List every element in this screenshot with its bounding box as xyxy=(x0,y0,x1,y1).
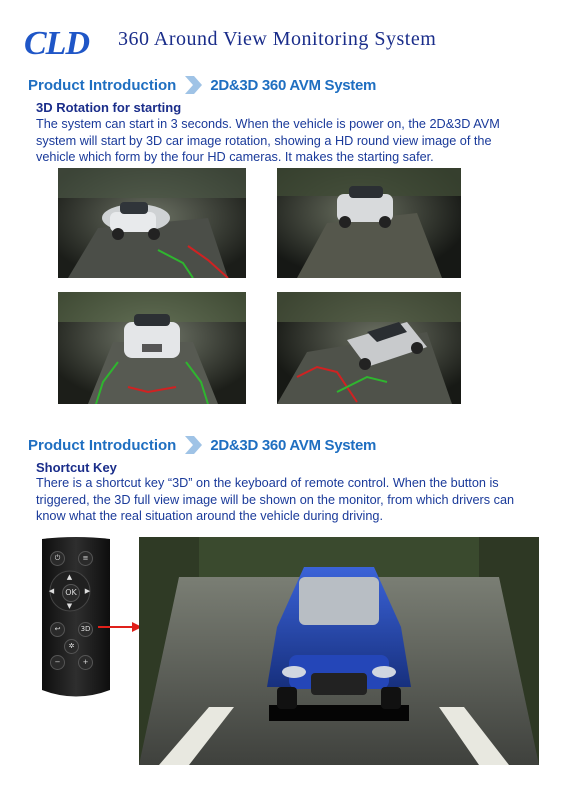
section-header-2 xyxy=(28,434,376,456)
back-icon[interactable]: ↩ xyxy=(50,622,65,637)
arrow-left-icon[interactable]: ◀ xyxy=(48,587,55,595)
ok-button[interactable]: OK xyxy=(62,584,80,602)
document-title: 360 Around View Monitoring System xyxy=(118,28,437,50)
plus-icon[interactable]: + xyxy=(78,655,93,670)
settings-icon[interactable]: ✲ xyxy=(64,639,79,654)
arrow-right-icon[interactable]: ▶ xyxy=(84,587,91,595)
avm-photo-2 xyxy=(277,168,461,278)
menu-icon[interactable]: ≡ xyxy=(78,551,93,566)
arrow-down-icon[interactable]: ▼ xyxy=(66,602,73,610)
avm-photo-1 xyxy=(58,168,246,278)
arrow-right-icon xyxy=(98,620,142,634)
3d-view-screen xyxy=(139,537,539,765)
section-label: Product Introduction xyxy=(28,76,177,94)
power-icon[interactable]: ⏻ xyxy=(50,551,65,566)
section-heading: 3D Rotation for starting xyxy=(36,100,182,115)
minus-icon[interactable]: − xyxy=(50,655,65,670)
chevron-right-icon xyxy=(182,74,204,96)
cld-logo xyxy=(22,24,100,60)
section-subtitle: 2D&3D 360 AVM System xyxy=(210,76,377,94)
section-header-1 xyxy=(28,74,376,96)
3d-button[interactable]: 3D xyxy=(78,622,93,637)
section-text: The system can start in 3 seconds. When the vehicle is power on, the 2D&3D AVM system will start by 3D car image rotation, showing a HD round view image of the vehicle which form by the four HD cameras. It makes the starting safer. xyxy=(36,117,500,164)
arrow-up-icon[interactable]: ▲ xyxy=(66,573,73,581)
avm-photo-4 xyxy=(277,292,461,404)
section-heading: Shortcut Key xyxy=(36,460,117,475)
logo-text: CLD xyxy=(24,25,89,60)
section-text: There is a shortcut key “3D” on the keyboard of remote control. When the button is triggered, the 3D full view image will be shown on the monitor, from which drivers can know what the real situation around the vehicle during driving. xyxy=(36,476,515,523)
section-subtitle: 2D&3D 360 AVM System xyxy=(210,436,377,454)
section-label: Product Introduction xyxy=(28,436,177,454)
chevron-right-icon xyxy=(182,434,204,456)
remote-control xyxy=(36,535,116,700)
avm-photo-3 xyxy=(58,292,246,404)
